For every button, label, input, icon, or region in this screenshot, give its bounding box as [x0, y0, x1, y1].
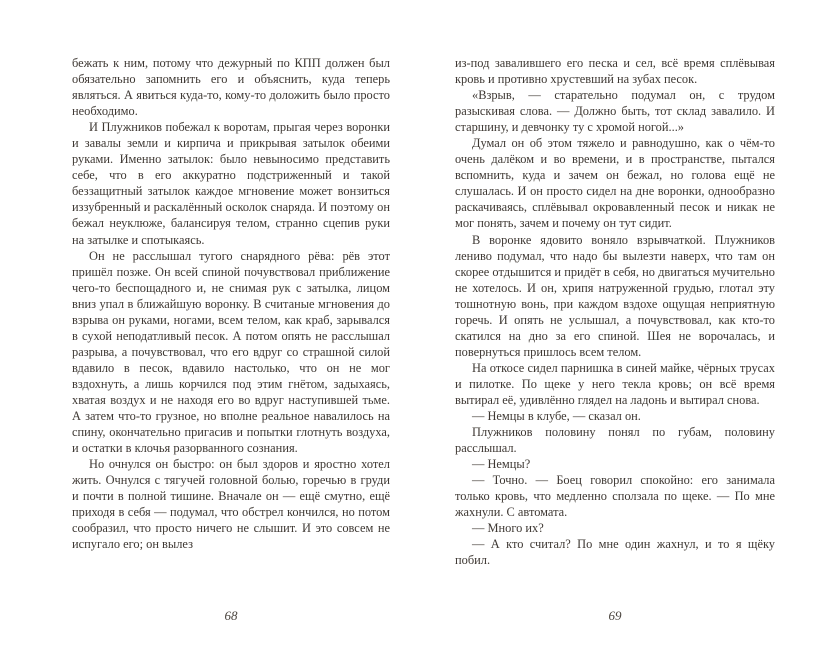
paragraph: В воронке ядовито воняло взрывчаткой. Плужников лениво подумал, что надо бы вылезти наверх, что там он скорее отдышится и придёт в себя, но двигаться мучительно не хотелось. И он, хрипя натруженной грудью, глотал эту тошнотную вонь, при каждом вздохе ощущая неприятную горечь. И опять не услышал, а почувствовал, как кто-то скатился на дно за его спиной. Шея не ворочалась, и повернуться пришлось всем телом.: [455, 232, 775, 359]
dialogue-line: — Немцы в клубе, — сказал он.: [472, 409, 641, 424]
page-number-left: 68: [224, 608, 238, 623]
page-number-right: 69: [608, 608, 622, 623]
page-69-text-column: [455, 55, 775, 569]
dialogue-line: — Немцы?: [472, 457, 531, 472]
paragraph: Думал он об этом тяжело и равнодушно, как о чём-то очень далёком и во времени, и в пространстве, пытался вспомнить, куда и зачем он бежал, но голова ещё не слушалась. И он просто сидел на дне воронки, однообразно раскачиваясь, сплёвывал окровавленный песок и никак не мог понять, зачем и почему он тут сидит.: [455, 136, 775, 231]
paragraph: Он не расслышал тугого снарядного рёва: рёв этот пришёл позже. Он всей спиной почувствовал приближение чего-то беспощадного и, не снимая рук с затылка, лицом вниз упал в ближайшую воронку. В считаные мгновения до взрыва он руками, ногами, всем телом, как краб, зарывался в сухой неподатливый песок. А потом опять не расслышал разрыва, а почувствовал, что его вдруг со страшной силой вдавило в песок, вдавило настолько, что он не мог вздохнуть, а лишь корчился под этим гнётом, задыхаясь, хватая воздух и не находя его во вдруг наступившей тьме. А затем что-то грузное, но вполне реальное навалилось на спину, окончательно пригасив и попытки глотнуть воздуха, и остатки в клочья разорванного сознания.: [72, 248, 390, 456]
paragraph: бежать к ним, потому что дежурный по КПП должен был обязательно запомнить его и объяснить, куда теперь являться. А явиться куда-то, кому-то доложить было просто необходимо.: [72, 56, 390, 119]
dialogue-line: — Точно. — Боец говорил спокойно: его занимала только кровь, что медленно сползала по щеке. — По мне жахнули. С автомата.: [455, 473, 775, 520]
paragraph: Плужников половину понял по губам, половину расслышал.: [455, 425, 775, 456]
dialogue-line: — А кто считал? По мне один жахнул, и то я щёку побил.: [455, 537, 775, 568]
page-68-text-column: [72, 55, 390, 552]
dialogue-line: — Много их?: [472, 521, 544, 536]
paragraph: И Плужников побежал к воротам, прыгая через воронки и завалы земли и кирпича и прикрывая затылок обеими руками. Именно затылок: было невыносимо представить себе, что в его аккуратно подстриженный и такой беззащитный затылок каждое мгновение может вонзиться иззубренный и раскалённый осколок снаряда. И поэтому он бежал неуклюже, балансируя телом, странно сцепив руки на затылке и спотыкаясь.: [72, 120, 390, 247]
paragraph: «Взрыв, — старательно подумал он, с трудом разыскивая слова. — Должно быть, тот склад завалило. И старшину, и девчонку ту с хромой ногой...»: [455, 88, 775, 135]
paragraph: Но очнулся он быстро: он был здоров и яростно хотел жить. Очнулся с тягучей головной болью, горечью в груди и почти в полной тишине. Вначале он — ещё смутно, ещё приходя в себя — подумал, что обстрел кончился, но потом сообразил, что просто ничего не слышит. И это совсем не испугало его; он вылез: [72, 457, 390, 552]
paragraph: На откосе сидел парнишка в синей майке, чёрных трусах и пилотке. По щеке у него текла кровь; он всё время вытирал её, удивлённо глядел на ладонь и вытирал снова.: [455, 360, 775, 407]
paragraph: из-под завалившего его песка и сел, всё время сплёвывая кровь и противно хрустевший на зубах песок.: [455, 56, 775, 87]
